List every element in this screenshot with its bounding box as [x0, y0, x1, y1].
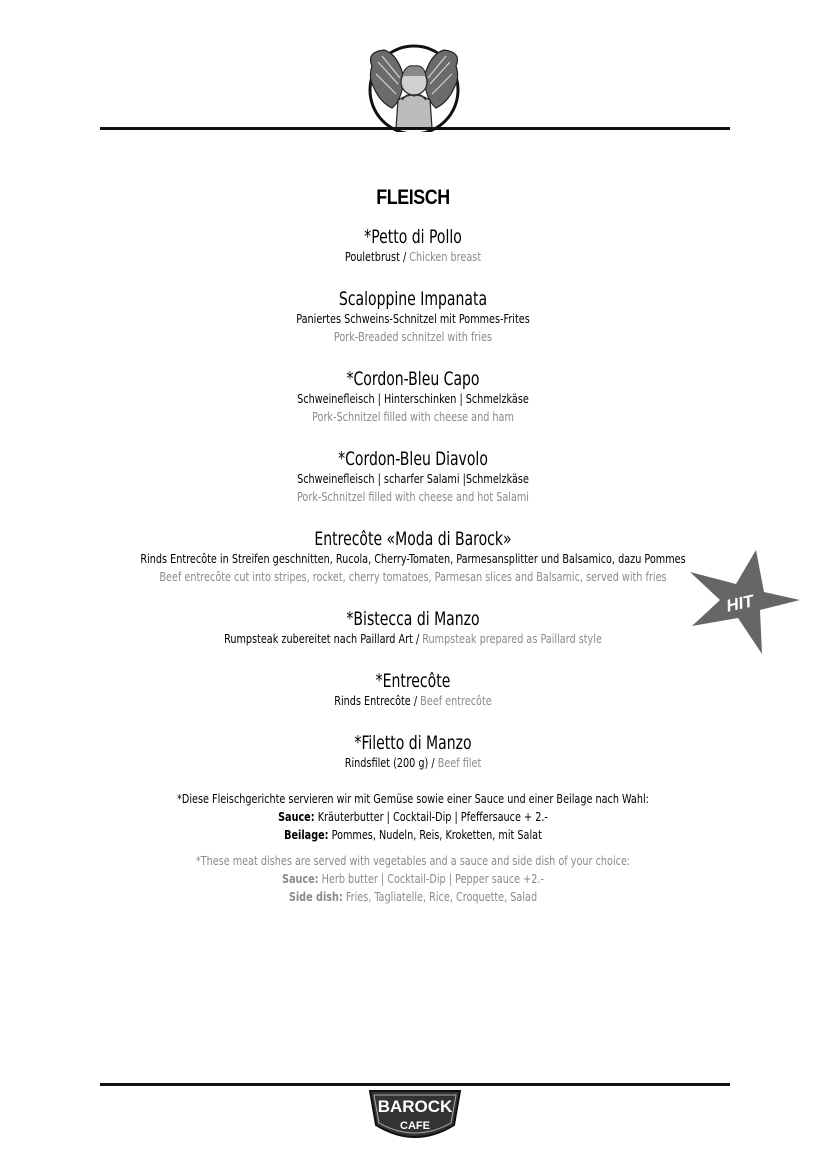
notes-side-de: Beilage: Pommes, Nudeln, Reis, Kroketten, mit Salat — [284, 827, 542, 842]
barock-cafe-logo — [366, 1087, 464, 1145]
top-divider — [100, 127, 730, 130]
item-description: Rinds Entrecôte / Beef entrecôte — [334, 693, 492, 708]
item-description-en: Pork-Breaded schnitzel with fries — [333, 329, 493, 344]
section-title: FLEISCH — [376, 186, 450, 209]
logo-line2: CAFE — [400, 1120, 430, 1132]
item-description-de: Schweinefleisch | Hinterschinken | Schmelzkäse — [297, 391, 529, 406]
menu-item — [0, 448, 826, 506]
menu-item — [0, 226, 826, 266]
notes-intro-en: *These meat dishes are served with vegetables and a sauce and side dish of your choice: — [195, 853, 631, 868]
item-description-en: Beef entrecôte cut into stripes, rocket, cherry tomatoes, Parmesan slices and Balsamic, served with fries — [159, 569, 667, 584]
notes-sauce-de: Sauce: Kräuterbutter | Cocktail-Dip | Pfeffersauce + 2.- — [278, 809, 548, 824]
notes-de — [0, 790, 826, 844]
item-description: Pouletbrust / Chicken breast — [344, 249, 482, 264]
bottom-divider — [100, 1083, 730, 1086]
item-name: *Entrecôte — [375, 670, 451, 692]
item-name: *Filetto di Manzo — [354, 732, 472, 754]
item-description-de: Rinds Entrecôte in Streifen geschnitten, Rucola, Cherry-Tomaten, Parmesansplitter und Balsamico, dazu Pommes — [140, 551, 686, 566]
item-name: Scaloppine Impanata — [338, 288, 488, 310]
item-name: Entrecôte «Moda di Barock» — [314, 528, 512, 550]
item-name: *Petto di Pollo — [364, 226, 462, 248]
item-description-de: Paniertes Schweins-Schnitzel mit Pommes-Frites — [296, 311, 530, 326]
badge-text: HIT — [724, 591, 756, 616]
menu-item — [0, 288, 826, 346]
item-description-de: Schweinefleisch | scharfer Salami |Schmelzkäse — [297, 471, 529, 486]
item-name: *Bistecca di Manzo — [346, 608, 480, 630]
item-description-en: Pork-Schnitzel filled with cheese and hot Salami — [296, 489, 530, 504]
menu-item — [0, 670, 826, 710]
menu-content — [0, 186, 826, 906]
item-description: Rindsfilet (200 g) / Beef filet — [344, 755, 482, 770]
item-name: *Cordon-Bleu Diavolo — [338, 448, 488, 470]
notes-side-en: Side dish: Fries, Tagliatelle, Rice, Croquette, Salad — [288, 889, 538, 904]
notes-intro-de: *Diese Fleischgerichte servieren wir mit Gemüse sowie einer Sauce und einer Beilage nach Wahl: — [177, 791, 649, 806]
angel-icon — [358, 44, 470, 132]
star-badge-icon — [688, 548, 802, 656]
notes-en — [0, 852, 826, 906]
logo-line1: BAROCK — [377, 1097, 453, 1116]
menu-item — [0, 368, 826, 426]
item-description-en: Pork-Schnitzel filled with cheese and ham — [312, 409, 514, 424]
item-name: *Cordon-Bleu Capo — [346, 368, 480, 390]
notes-sauce-en: Sauce: Herb butter | Cocktail-Dip | Pepper sauce +2.- — [281, 871, 545, 886]
menu-item — [0, 732, 826, 772]
item-description: Rumpsteak zubereitet nach Paillard Art / Rumpsteak prepared as Paillard style — [224, 631, 602, 646]
